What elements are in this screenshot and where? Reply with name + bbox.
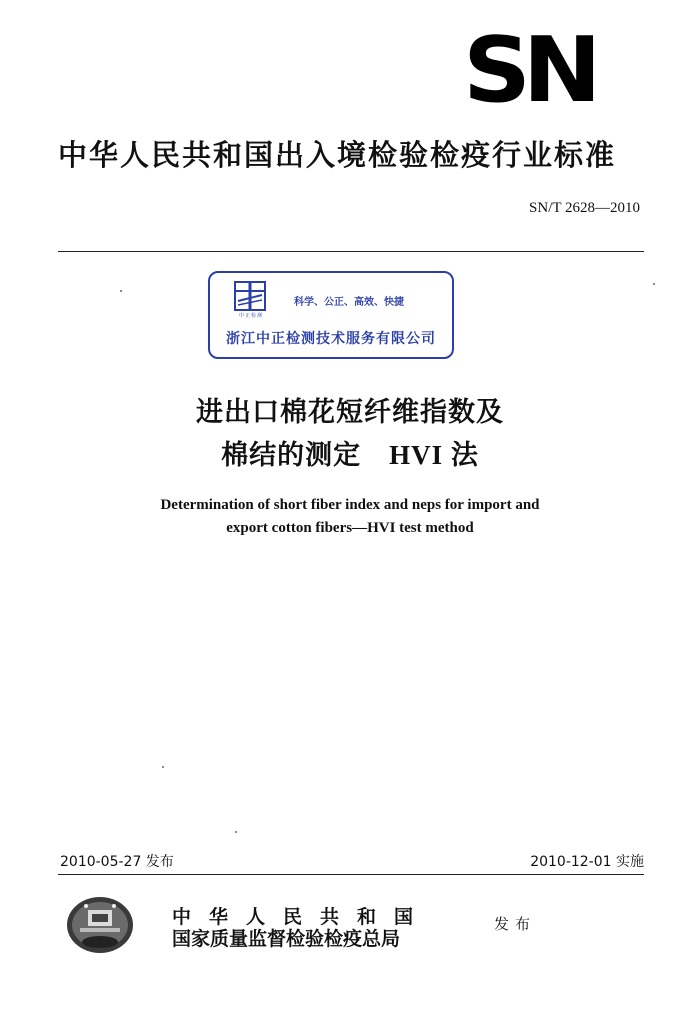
sn-logo-text: SN bbox=[463, 18, 594, 123]
company-icon-caption: 中正检测 bbox=[238, 313, 263, 319]
sn-logo bbox=[463, 18, 605, 123]
company-stamp bbox=[208, 271, 454, 359]
issue-date: 2010-05-27 发布 bbox=[60, 854, 174, 870]
standard-number: SN/T 2628—2010 bbox=[529, 200, 640, 216]
scan-speck bbox=[235, 831, 237, 833]
issuer-country: 中华人民共和国 bbox=[172, 906, 432, 928]
document-title-en-line2: export cotton fibers—HVI test method bbox=[226, 520, 474, 536]
document-title-cn-line1: 进出口棉花短纤维指数及 bbox=[196, 397, 504, 428]
implementation-date: 2010-12-01 实施 bbox=[530, 854, 644, 870]
standard-category-title: 中华人民共和国出入境检验检疫行业标准 bbox=[58, 138, 617, 172]
footer-divider bbox=[58, 874, 644, 875]
scan-speck bbox=[162, 766, 164, 768]
document-title-cn-method: HVI 法 bbox=[389, 440, 479, 470]
document-title-cn-line2 bbox=[0, 433, 700, 472]
publish-label: 发布 bbox=[494, 915, 537, 933]
document-title-en-line1: Determination of short fiber index and neps for import and bbox=[160, 497, 540, 513]
issuer-agency: 国家质量监督检验检疫总局 bbox=[172, 928, 401, 950]
national-emblem-icon bbox=[66, 896, 134, 954]
company-slogan: 科学、公正、高效、快捷 bbox=[294, 297, 404, 308]
header-divider bbox=[58, 251, 644, 252]
scan-speck bbox=[653, 283, 655, 285]
document-title-cn-main: 棉结的测定 bbox=[221, 440, 362, 471]
company-name: 浙江中正检测技术服务有限公司 bbox=[226, 331, 436, 347]
scan-speck bbox=[120, 290, 122, 292]
company-logo-icon bbox=[234, 281, 266, 311]
